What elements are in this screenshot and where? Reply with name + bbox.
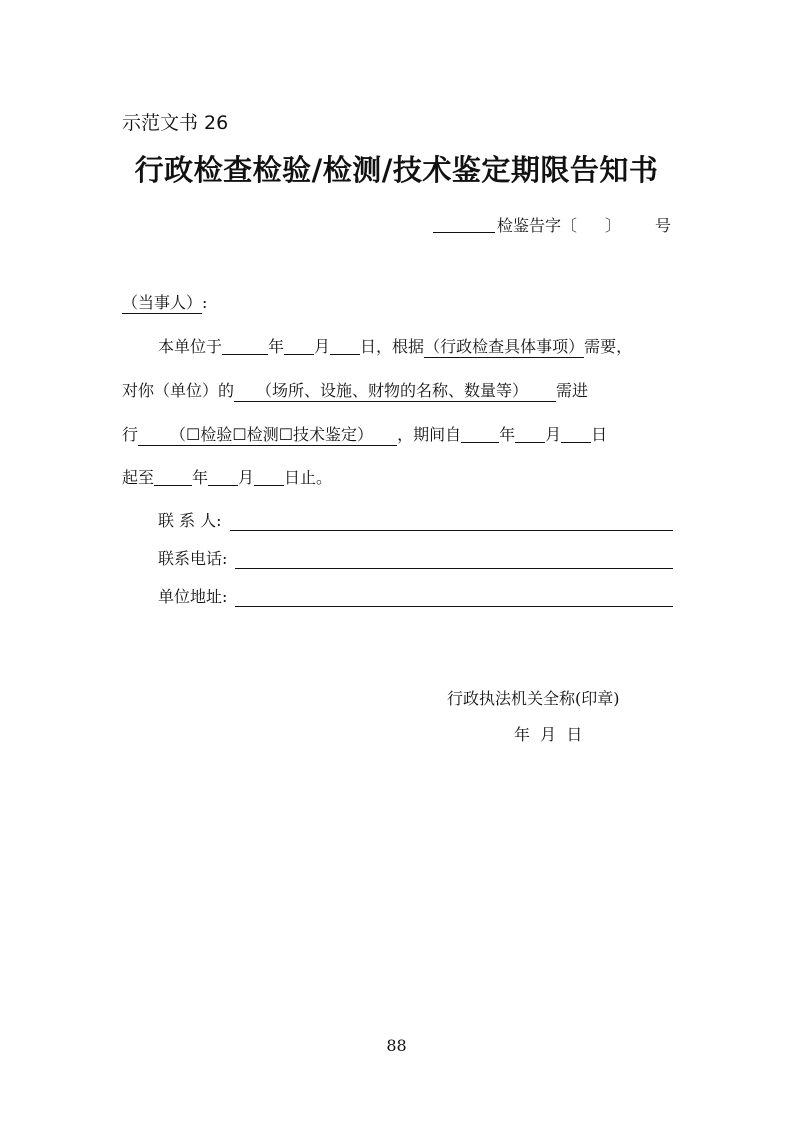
paragraph-line-1 [158,334,632,357]
document-title: 行政检查检验/检测/技术鉴定期限告知书 [134,153,659,187]
contact-address-row [158,584,673,607]
party-colon: : [202,293,208,312]
blank-month [284,337,314,355]
blank-year [154,468,192,486]
contact-person-label: 联 系 人: [158,511,222,530]
blank-month [208,468,238,486]
contact-phone-row [158,546,673,569]
text-segment: 年 [499,425,516,444]
document-number [433,213,671,236]
doc-number-prefix: 检鉴告字〔 [496,216,577,235]
signature-org: 行政执法机关全称(印章) [447,689,620,708]
page-number: 88 [386,1036,407,1055]
text-segment: 行 [122,425,139,444]
text-segment: 需进 [556,381,589,400]
blank-year [222,337,268,355]
text-segment: 本单位于 [158,337,223,356]
contact-address-blank [235,588,673,607]
text-segment: 月 [238,468,255,487]
text-segment: 日止。 [284,468,333,487]
blank-day [330,337,360,355]
sample-label: 示范文书 26 [122,112,229,134]
matter-placeholder: （行政检查具体事项） [424,337,585,356]
inspection-type-placeholder: （☐检验☐检测☐技术鉴定） [138,425,397,446]
doc-number-bracket-close: 〕 [604,216,621,235]
contact-phone-blank [235,550,673,569]
text-segment: 月 [314,337,331,356]
text-segment: ，期间自 [397,425,462,444]
object-placeholder: （场所、设施、财物的名称、数量等） [234,381,556,402]
text-segment: 年 [192,468,209,487]
paragraph-line-3 [122,422,607,445]
blank-month [515,425,545,443]
text-segment: 起至 [122,468,155,487]
contact-address-label: 单位地址: [158,587,228,606]
doc-number-suffix: 号 [654,216,671,235]
contact-person-blank [230,512,673,531]
doc-number-blank [433,216,495,233]
party-line [122,290,207,313]
paragraph-line-2 [122,378,588,401]
text-segment: 日 [591,425,608,444]
text-segment: 月 [545,425,562,444]
paragraph-line-4 [122,465,332,488]
blank-year [461,425,499,443]
text-segment: 需要， [584,337,633,356]
blank-day [254,468,284,486]
party-placeholder: （当事人） [122,293,203,312]
text-segment: 对你（单位）的 [122,381,235,400]
contact-person-row [158,508,673,531]
text-segment: 日，根据 [360,337,425,356]
signature-date: 年 月 日 [514,725,583,744]
contact-phone-label: 联系电话: [158,549,228,568]
blank-day [561,425,591,443]
text-segment: 年 [268,337,285,356]
